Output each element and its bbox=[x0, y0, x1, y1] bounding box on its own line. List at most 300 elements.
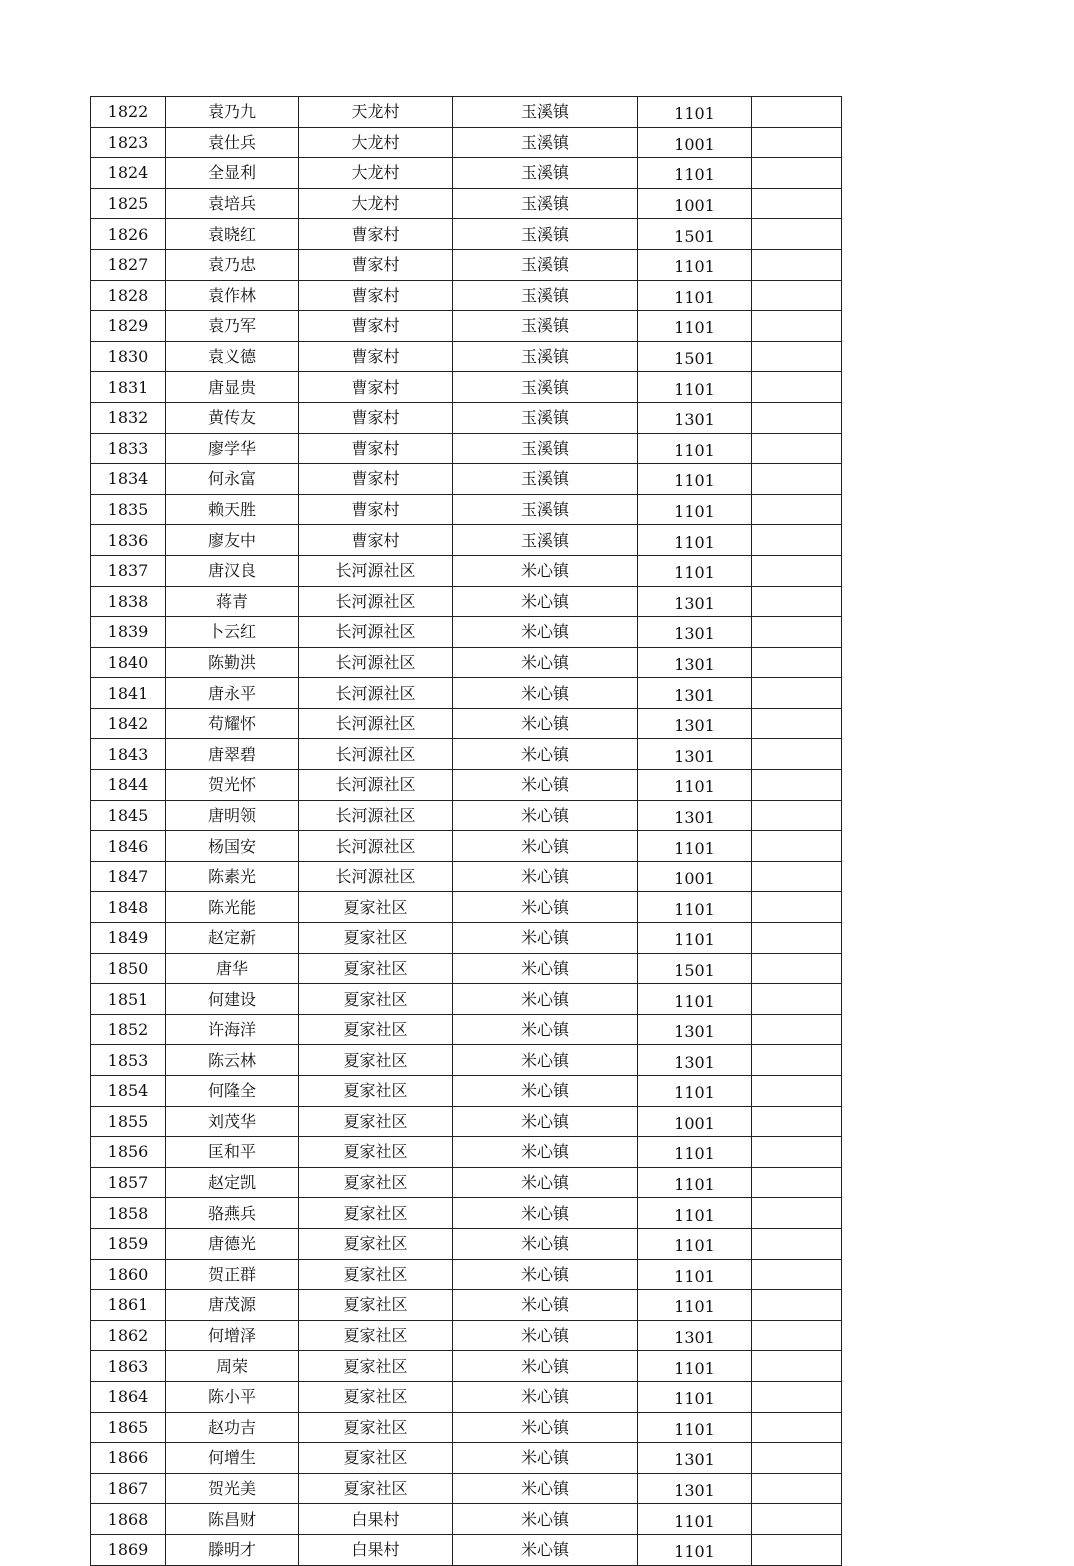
table-row bbox=[91, 555, 842, 586]
row-number-cell: 1829 bbox=[91, 311, 166, 342]
remark-cell bbox=[752, 892, 842, 923]
table-row bbox=[91, 311, 842, 342]
town-cell: 米心镇 bbox=[453, 1381, 638, 1412]
code-cell: 1001 bbox=[638, 1106, 752, 1137]
name-cell: 袁培兵 bbox=[166, 188, 299, 219]
name-cell: 何增泽 bbox=[166, 1320, 299, 1351]
row-number-cell: 1828 bbox=[91, 280, 166, 311]
remark-cell bbox=[752, 831, 842, 862]
code-cell: 1101 bbox=[638, 464, 752, 495]
table-row bbox=[91, 1198, 842, 1229]
town-cell: 米心镇 bbox=[453, 1198, 638, 1229]
village-cell: 曹家村 bbox=[299, 249, 453, 280]
remark-cell bbox=[752, 525, 842, 556]
remark-cell bbox=[752, 280, 842, 311]
village-cell: 夏家社区 bbox=[299, 1106, 453, 1137]
code-cell: 1301 bbox=[638, 800, 752, 831]
row-number-cell: 1858 bbox=[91, 1198, 166, 1229]
town-cell: 玉溪镇 bbox=[453, 127, 638, 158]
table-row bbox=[91, 953, 842, 984]
name-cell: 苟耀怀 bbox=[166, 708, 299, 739]
code-cell: 1301 bbox=[638, 678, 752, 709]
row-number-cell: 1825 bbox=[91, 188, 166, 219]
name-cell: 赵定新 bbox=[166, 923, 299, 954]
town-cell: 米心镇 bbox=[453, 800, 638, 831]
remark-cell bbox=[752, 127, 842, 158]
remark-cell bbox=[752, 923, 842, 954]
table-row bbox=[91, 1443, 842, 1474]
name-cell: 陈小平 bbox=[166, 1381, 299, 1412]
code-cell: 1101 bbox=[638, 311, 752, 342]
row-number-cell: 1844 bbox=[91, 770, 166, 801]
table-row bbox=[91, 739, 842, 770]
code-cell: 1101 bbox=[638, 1412, 752, 1443]
name-cell: 袁作林 bbox=[166, 280, 299, 311]
village-cell: 夏家社区 bbox=[299, 923, 453, 954]
table-row bbox=[91, 402, 842, 433]
remark-cell bbox=[752, 555, 842, 586]
remark-cell bbox=[752, 372, 842, 403]
town-cell: 玉溪镇 bbox=[453, 341, 638, 372]
village-cell: 长河源社区 bbox=[299, 708, 453, 739]
table-row bbox=[91, 219, 842, 250]
town-cell: 玉溪镇 bbox=[453, 97, 638, 128]
row-number-cell: 1823 bbox=[91, 127, 166, 158]
code-cell: 1101 bbox=[638, 1504, 752, 1535]
table-row bbox=[91, 831, 842, 862]
remark-cell bbox=[752, 219, 842, 250]
table-row bbox=[91, 923, 842, 954]
village-cell: 夏家社区 bbox=[299, 1137, 453, 1168]
table-row bbox=[91, 617, 842, 648]
table-row bbox=[91, 494, 842, 525]
table-row bbox=[91, 708, 842, 739]
code-cell: 1101 bbox=[638, 280, 752, 311]
town-cell: 米心镇 bbox=[453, 708, 638, 739]
town-cell: 米心镇 bbox=[453, 1412, 638, 1443]
table-row bbox=[91, 1106, 842, 1137]
code-cell: 1101 bbox=[638, 1381, 752, 1412]
name-cell: 赵功吉 bbox=[166, 1412, 299, 1443]
remark-cell bbox=[752, 1045, 842, 1076]
village-cell: 夏家社区 bbox=[299, 1381, 453, 1412]
row-number-cell: 1833 bbox=[91, 433, 166, 464]
row-number-cell: 1869 bbox=[91, 1534, 166, 1565]
row-number-cell: 1856 bbox=[91, 1137, 166, 1168]
remark-cell bbox=[752, 586, 842, 617]
remark-cell bbox=[752, 494, 842, 525]
code-cell: 1301 bbox=[638, 1473, 752, 1504]
row-number-cell: 1863 bbox=[91, 1351, 166, 1382]
row-number-cell: 1827 bbox=[91, 249, 166, 280]
town-cell: 米心镇 bbox=[453, 1045, 638, 1076]
table-row bbox=[91, 1504, 842, 1535]
row-number-cell: 1835 bbox=[91, 494, 166, 525]
row-number-cell: 1867 bbox=[91, 1473, 166, 1504]
remark-cell bbox=[752, 1228, 842, 1259]
row-number-cell: 1838 bbox=[91, 586, 166, 617]
name-cell: 蒋青 bbox=[166, 586, 299, 617]
town-cell: 玉溪镇 bbox=[453, 525, 638, 556]
code-cell: 1101 bbox=[638, 984, 752, 1015]
village-cell: 曹家村 bbox=[299, 402, 453, 433]
town-cell: 米心镇 bbox=[453, 923, 638, 954]
row-number-cell: 1832 bbox=[91, 402, 166, 433]
name-cell: 贺光美 bbox=[166, 1473, 299, 1504]
town-cell: 玉溪镇 bbox=[453, 372, 638, 403]
town-cell: 米心镇 bbox=[453, 647, 638, 678]
code-cell: 1101 bbox=[638, 1137, 752, 1168]
name-cell: 滕明才 bbox=[166, 1534, 299, 1565]
remark-cell bbox=[752, 1137, 842, 1168]
table-row bbox=[91, 892, 842, 923]
town-cell: 米心镇 bbox=[453, 678, 638, 709]
village-cell: 夏家社区 bbox=[299, 1045, 453, 1076]
village-cell: 长河源社区 bbox=[299, 647, 453, 678]
village-cell: 长河源社区 bbox=[299, 678, 453, 709]
table-row bbox=[91, 525, 842, 556]
table-row bbox=[91, 97, 842, 128]
remark-cell bbox=[752, 953, 842, 984]
village-cell: 长河源社区 bbox=[299, 617, 453, 648]
name-cell: 唐显贵 bbox=[166, 372, 299, 403]
town-cell: 米心镇 bbox=[453, 892, 638, 923]
remark-cell bbox=[752, 188, 842, 219]
code-cell: 1101 bbox=[638, 1198, 752, 1229]
town-cell: 玉溪镇 bbox=[453, 249, 638, 280]
table-row bbox=[91, 800, 842, 831]
village-cell: 夏家社区 bbox=[299, 953, 453, 984]
village-cell: 曹家村 bbox=[299, 341, 453, 372]
remark-cell bbox=[752, 1381, 842, 1412]
remark-cell bbox=[752, 1351, 842, 1382]
village-cell: 夏家社区 bbox=[299, 1228, 453, 1259]
name-cell: 袁仕兵 bbox=[166, 127, 299, 158]
row-number-cell: 1861 bbox=[91, 1290, 166, 1321]
remark-cell bbox=[752, 1320, 842, 1351]
code-cell: 1101 bbox=[638, 923, 752, 954]
name-cell: 骆燕兵 bbox=[166, 1198, 299, 1229]
village-cell: 白果村 bbox=[299, 1534, 453, 1565]
name-cell: 周荣 bbox=[166, 1351, 299, 1382]
remark-cell bbox=[752, 1106, 842, 1137]
town-cell: 米心镇 bbox=[453, 1290, 638, 1321]
code-cell: 1101 bbox=[638, 831, 752, 862]
name-cell: 唐汉良 bbox=[166, 555, 299, 586]
row-number-cell: 1847 bbox=[91, 861, 166, 892]
code-cell: 1101 bbox=[638, 1076, 752, 1107]
row-number-cell: 1865 bbox=[91, 1412, 166, 1443]
table-row bbox=[91, 249, 842, 280]
code-cell: 1101 bbox=[638, 892, 752, 923]
town-cell: 米心镇 bbox=[453, 1320, 638, 1351]
village-cell: 夏家社区 bbox=[299, 1412, 453, 1443]
row-number-cell: 1855 bbox=[91, 1106, 166, 1137]
remark-cell bbox=[752, 311, 842, 342]
name-cell: 袁晓红 bbox=[166, 219, 299, 250]
town-cell: 米心镇 bbox=[453, 617, 638, 648]
village-cell: 长河源社区 bbox=[299, 800, 453, 831]
village-cell: 长河源社区 bbox=[299, 770, 453, 801]
code-cell: 1101 bbox=[638, 249, 752, 280]
village-cell: 长河源社区 bbox=[299, 739, 453, 770]
village-cell: 长河源社区 bbox=[299, 831, 453, 862]
name-cell: 唐翠碧 bbox=[166, 739, 299, 770]
table-row bbox=[91, 188, 842, 219]
town-cell: 玉溪镇 bbox=[453, 433, 638, 464]
code-cell: 1301 bbox=[638, 1320, 752, 1351]
village-cell: 曹家村 bbox=[299, 525, 453, 556]
table-row bbox=[91, 1351, 842, 1382]
remark-cell bbox=[752, 249, 842, 280]
row-number-cell: 1851 bbox=[91, 984, 166, 1015]
row-number-cell: 1857 bbox=[91, 1167, 166, 1198]
village-cell: 曹家村 bbox=[299, 311, 453, 342]
code-cell: 1001 bbox=[638, 127, 752, 158]
table-row bbox=[91, 158, 842, 189]
code-cell: 1101 bbox=[638, 97, 752, 128]
row-number-cell: 1848 bbox=[91, 892, 166, 923]
village-cell: 夏家社区 bbox=[299, 1014, 453, 1045]
name-cell: 刘茂华 bbox=[166, 1106, 299, 1137]
table-row bbox=[91, 1412, 842, 1443]
name-cell: 陈昌财 bbox=[166, 1504, 299, 1535]
village-cell: 曹家村 bbox=[299, 464, 453, 495]
town-cell: 米心镇 bbox=[453, 1014, 638, 1045]
town-cell: 玉溪镇 bbox=[453, 158, 638, 189]
village-cell: 夏家社区 bbox=[299, 1473, 453, 1504]
village-cell: 曹家村 bbox=[299, 494, 453, 525]
remark-cell bbox=[752, 1014, 842, 1045]
remark-cell bbox=[752, 1443, 842, 1474]
table-row bbox=[91, 1137, 842, 1168]
village-cell: 长河源社区 bbox=[299, 861, 453, 892]
row-number-cell: 1830 bbox=[91, 341, 166, 372]
row-number-cell: 1839 bbox=[91, 617, 166, 648]
table-row bbox=[91, 1076, 842, 1107]
data-table bbox=[90, 96, 842, 1566]
remark-cell bbox=[752, 1076, 842, 1107]
row-number-cell: 1850 bbox=[91, 953, 166, 984]
remark-cell bbox=[752, 617, 842, 648]
town-cell: 米心镇 bbox=[453, 1351, 638, 1382]
town-cell: 米心镇 bbox=[453, 1106, 638, 1137]
remark-cell bbox=[752, 647, 842, 678]
name-cell: 何隆全 bbox=[166, 1076, 299, 1107]
remark-cell bbox=[752, 708, 842, 739]
table-row bbox=[91, 433, 842, 464]
remark-cell bbox=[752, 1198, 842, 1229]
name-cell: 唐永平 bbox=[166, 678, 299, 709]
code-cell: 1101 bbox=[638, 770, 752, 801]
village-cell: 曹家村 bbox=[299, 433, 453, 464]
name-cell: 卜云红 bbox=[166, 617, 299, 648]
town-cell: 米心镇 bbox=[453, 1473, 638, 1504]
code-cell: 1301 bbox=[638, 586, 752, 617]
row-number-cell: 1843 bbox=[91, 739, 166, 770]
name-cell: 贺光怀 bbox=[166, 770, 299, 801]
code-cell: 1501 bbox=[638, 341, 752, 372]
town-cell: 米心镇 bbox=[453, 1167, 638, 1198]
name-cell: 唐德光 bbox=[166, 1228, 299, 1259]
name-cell: 匡和平 bbox=[166, 1137, 299, 1168]
table-row bbox=[91, 1045, 842, 1076]
remark-cell bbox=[752, 158, 842, 189]
town-cell: 米心镇 bbox=[453, 953, 638, 984]
code-cell: 1101 bbox=[638, 1259, 752, 1290]
town-cell: 米心镇 bbox=[453, 1228, 638, 1259]
town-cell: 玉溪镇 bbox=[453, 311, 638, 342]
row-number-cell: 1859 bbox=[91, 1228, 166, 1259]
code-cell: 1001 bbox=[638, 861, 752, 892]
table-body bbox=[91, 97, 842, 1566]
town-cell: 米心镇 bbox=[453, 555, 638, 586]
village-cell: 大龙村 bbox=[299, 188, 453, 219]
code-cell: 1101 bbox=[638, 1290, 752, 1321]
table-row bbox=[91, 1228, 842, 1259]
table-row bbox=[91, 1473, 842, 1504]
remark-cell bbox=[752, 341, 842, 372]
table-row bbox=[91, 280, 842, 311]
code-cell: 1301 bbox=[638, 739, 752, 770]
remark-cell bbox=[752, 402, 842, 433]
name-cell: 何建设 bbox=[166, 984, 299, 1015]
village-cell: 大龙村 bbox=[299, 127, 453, 158]
code-cell: 1001 bbox=[638, 188, 752, 219]
town-cell: 米心镇 bbox=[453, 1137, 638, 1168]
town-cell: 米心镇 bbox=[453, 861, 638, 892]
remark-cell bbox=[752, 1290, 842, 1321]
code-cell: 1301 bbox=[638, 617, 752, 648]
code-cell: 1101 bbox=[638, 494, 752, 525]
remark-cell bbox=[752, 678, 842, 709]
village-cell: 曹家村 bbox=[299, 372, 453, 403]
table-row bbox=[91, 678, 842, 709]
village-cell: 白果村 bbox=[299, 1504, 453, 1535]
town-cell: 米心镇 bbox=[453, 770, 638, 801]
town-cell: 米心镇 bbox=[453, 1443, 638, 1474]
name-cell: 袁乃九 bbox=[166, 97, 299, 128]
name-cell: 唐茂源 bbox=[166, 1290, 299, 1321]
name-cell: 何永富 bbox=[166, 464, 299, 495]
name-cell: 全显利 bbox=[166, 158, 299, 189]
row-number-cell: 1853 bbox=[91, 1045, 166, 1076]
row-number-cell: 1852 bbox=[91, 1014, 166, 1045]
table-row bbox=[91, 861, 842, 892]
code-cell: 1101 bbox=[638, 433, 752, 464]
village-cell: 夏家社区 bbox=[299, 1259, 453, 1290]
name-cell: 唐明领 bbox=[166, 800, 299, 831]
table-row bbox=[91, 372, 842, 403]
remark-cell bbox=[752, 1167, 842, 1198]
table-row bbox=[91, 647, 842, 678]
row-number-cell: 1854 bbox=[91, 1076, 166, 1107]
row-number-cell: 1841 bbox=[91, 678, 166, 709]
table-row bbox=[91, 1534, 842, 1565]
remark-cell bbox=[752, 1534, 842, 1565]
remark-cell bbox=[752, 800, 842, 831]
row-number-cell: 1864 bbox=[91, 1381, 166, 1412]
name-cell: 袁乃军 bbox=[166, 311, 299, 342]
row-number-cell: 1822 bbox=[91, 97, 166, 128]
name-cell: 袁乃忠 bbox=[166, 249, 299, 280]
town-cell: 玉溪镇 bbox=[453, 494, 638, 525]
table-row bbox=[91, 127, 842, 158]
name-cell: 黄传友 bbox=[166, 402, 299, 433]
code-cell: 1101 bbox=[638, 1228, 752, 1259]
village-cell: 夏家社区 bbox=[299, 1167, 453, 1198]
town-cell: 玉溪镇 bbox=[453, 402, 638, 433]
town-cell: 米心镇 bbox=[453, 831, 638, 862]
row-number-cell: 1836 bbox=[91, 525, 166, 556]
row-number-cell: 1849 bbox=[91, 923, 166, 954]
remark-cell bbox=[752, 97, 842, 128]
village-cell: 夏家社区 bbox=[299, 984, 453, 1015]
village-cell: 夏家社区 bbox=[299, 1198, 453, 1229]
row-number-cell: 1831 bbox=[91, 372, 166, 403]
code-cell: 1301 bbox=[638, 1443, 752, 1474]
code-cell: 1501 bbox=[638, 219, 752, 250]
town-cell: 米心镇 bbox=[453, 1076, 638, 1107]
village-cell: 曹家村 bbox=[299, 219, 453, 250]
code-cell: 1301 bbox=[638, 1045, 752, 1076]
village-cell: 天龙村 bbox=[299, 97, 453, 128]
village-cell: 大龙村 bbox=[299, 158, 453, 189]
code-cell: 1101 bbox=[638, 555, 752, 586]
row-number-cell: 1868 bbox=[91, 1504, 166, 1535]
table-row bbox=[91, 1381, 842, 1412]
remark-cell bbox=[752, 1504, 842, 1535]
name-cell: 杨国安 bbox=[166, 831, 299, 862]
row-number-cell: 1846 bbox=[91, 831, 166, 862]
name-cell: 廖学华 bbox=[166, 433, 299, 464]
town-cell: 米心镇 bbox=[453, 739, 638, 770]
table-row bbox=[91, 1167, 842, 1198]
code-cell: 1301 bbox=[638, 647, 752, 678]
row-number-cell: 1845 bbox=[91, 800, 166, 831]
row-number-cell: 1834 bbox=[91, 464, 166, 495]
code-cell: 1501 bbox=[638, 953, 752, 984]
remark-cell bbox=[752, 739, 842, 770]
village-cell: 长河源社区 bbox=[299, 586, 453, 617]
name-cell: 陈素光 bbox=[166, 861, 299, 892]
remark-cell bbox=[752, 1259, 842, 1290]
remark-cell bbox=[752, 861, 842, 892]
town-cell: 玉溪镇 bbox=[453, 280, 638, 311]
table-row bbox=[91, 770, 842, 801]
town-cell: 米心镇 bbox=[453, 1259, 638, 1290]
code-cell: 1101 bbox=[638, 158, 752, 189]
name-cell: 陈光能 bbox=[166, 892, 299, 923]
village-cell: 长河源社区 bbox=[299, 555, 453, 586]
village-cell: 夏家社区 bbox=[299, 1443, 453, 1474]
row-number-cell: 1866 bbox=[91, 1443, 166, 1474]
table-row bbox=[91, 341, 842, 372]
row-number-cell: 1826 bbox=[91, 219, 166, 250]
village-cell: 夏家社区 bbox=[299, 892, 453, 923]
code-cell: 1301 bbox=[638, 708, 752, 739]
town-cell: 玉溪镇 bbox=[453, 219, 638, 250]
village-cell: 夏家社区 bbox=[299, 1076, 453, 1107]
remark-cell bbox=[752, 433, 842, 464]
town-cell: 米心镇 bbox=[453, 1534, 638, 1565]
code-cell: 1101 bbox=[638, 1351, 752, 1382]
code-cell: 1101 bbox=[638, 1534, 752, 1565]
name-cell: 陈勤洪 bbox=[166, 647, 299, 678]
name-cell: 赖天胜 bbox=[166, 494, 299, 525]
row-number-cell: 1842 bbox=[91, 708, 166, 739]
village-cell: 夏家社区 bbox=[299, 1320, 453, 1351]
